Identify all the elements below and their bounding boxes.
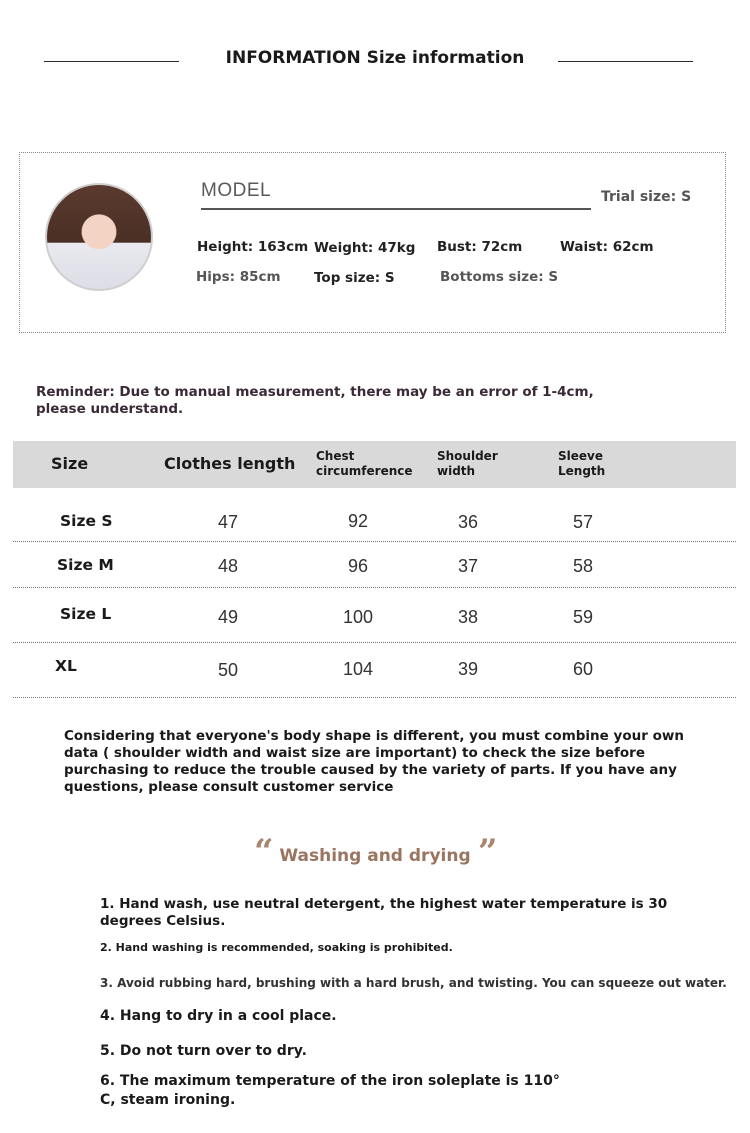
table-row <box>13 603 736 633</box>
row-size: Size L <box>60 605 112 623</box>
washing-item-5: 5. Do not turn over to dry. <box>100 1043 307 1059</box>
col-clothes-length: Clothes length <box>164 454 296 473</box>
row-divider <box>13 587 736 588</box>
row-length: 49 <box>217 607 239 627</box>
model-height: Height: 163cm <box>197 239 309 255</box>
row-size: XL <box>55 657 77 675</box>
size-table-header <box>13 441 736 488</box>
row-shoulder: 39 <box>457 659 479 679</box>
model-waist: Waist: 62cm <box>560 239 654 255</box>
row-length: 50 <box>217 660 239 680</box>
washing-item-1: 1. Hand wash, use neutral detergent, the highest water temperature is 30 degrees Celsius. <box>100 896 668 929</box>
table-row <box>13 554 736 584</box>
table-row <box>13 510 736 540</box>
fit-note: Considering that everyone's body shape is different, you must combine your own data ( shoulder width and waist size are important) to check the size before purchasing to reduce the trouble caused by the variety of parts. If you have any questions, please consult customer service <box>64 728 684 795</box>
col-size: Size <box>51 454 89 473</box>
col-sleeve-line1: Sleeve <box>558 449 603 463</box>
washing-item-2: 2. Hand washing is recommended, soaking is prohibited. <box>100 941 453 954</box>
row-chest: 100 <box>342 607 374 627</box>
row-sleeve: 58 <box>572 556 594 576</box>
model-underline <box>201 208 591 210</box>
row-divider <box>13 541 736 542</box>
reminder-text: Reminder: Due to manual measurement, there may be an error of 1-4cm, please understand. <box>36 384 594 417</box>
washing-title: Washing and drying <box>279 846 471 866</box>
col-chest-line2: circumference <box>316 464 413 478</box>
open-quote: “ <box>254 832 274 872</box>
row-chest: 96 <box>347 556 369 576</box>
page-title: INFORMATION Size information <box>225 48 525 68</box>
row-sleeve: 60 <box>572 659 594 679</box>
row-size: Size S <box>60 512 113 530</box>
row-divider <box>13 697 736 698</box>
close-quote: ” <box>478 832 498 872</box>
model-weight: Weight: 47kg <box>314 240 416 256</box>
row-length: 47 <box>217 512 239 532</box>
model-hips: Hips: 85cm <box>196 269 281 285</box>
header-rule-right <box>558 61 693 62</box>
col-shoulder <box>437 449 498 479</box>
row-shoulder: 37 <box>457 556 479 576</box>
washing-item-6: 6. The maximum temperature of the iron soleplate is 110° C, steam ironing. <box>100 1073 560 1108</box>
model-top-size: Top size: S <box>314 270 395 286</box>
row-size: Size M <box>57 556 114 574</box>
row-shoulder: 38 <box>457 607 479 627</box>
model-bottoms-size: Bottoms size: S <box>440 269 559 285</box>
row-divider <box>13 642 736 643</box>
row-length: 48 <box>217 556 239 576</box>
washing-item-3: 3. Avoid rubbing hard, brushing with a hard brush, and twisting. You can squeeze out water. <box>100 976 727 990</box>
row-chest: 92 <box>347 511 369 531</box>
col-sleeve <box>558 449 605 479</box>
row-chest: 104 <box>342 659 374 679</box>
model-label: MODEL <box>201 180 272 201</box>
col-chest <box>316 449 413 479</box>
col-shoulder-line1: Shoulder <box>437 449 498 463</box>
col-chest-line1: Chest <box>316 449 355 463</box>
row-sleeve: 59 <box>572 607 594 627</box>
col-shoulder-line2: width <box>437 464 476 478</box>
washing-item-4: 4. Hang to dry in a cool place. <box>100 1008 337 1024</box>
table-row <box>13 656 736 686</box>
trial-size: Trial size: S <box>601 189 692 205</box>
model-bust: Bust: 72cm <box>437 239 523 255</box>
row-shoulder: 36 <box>457 512 479 532</box>
col-sleeve-line2: Length <box>558 464 606 478</box>
model-avatar <box>45 183 153 291</box>
row-sleeve: 57 <box>572 512 594 532</box>
